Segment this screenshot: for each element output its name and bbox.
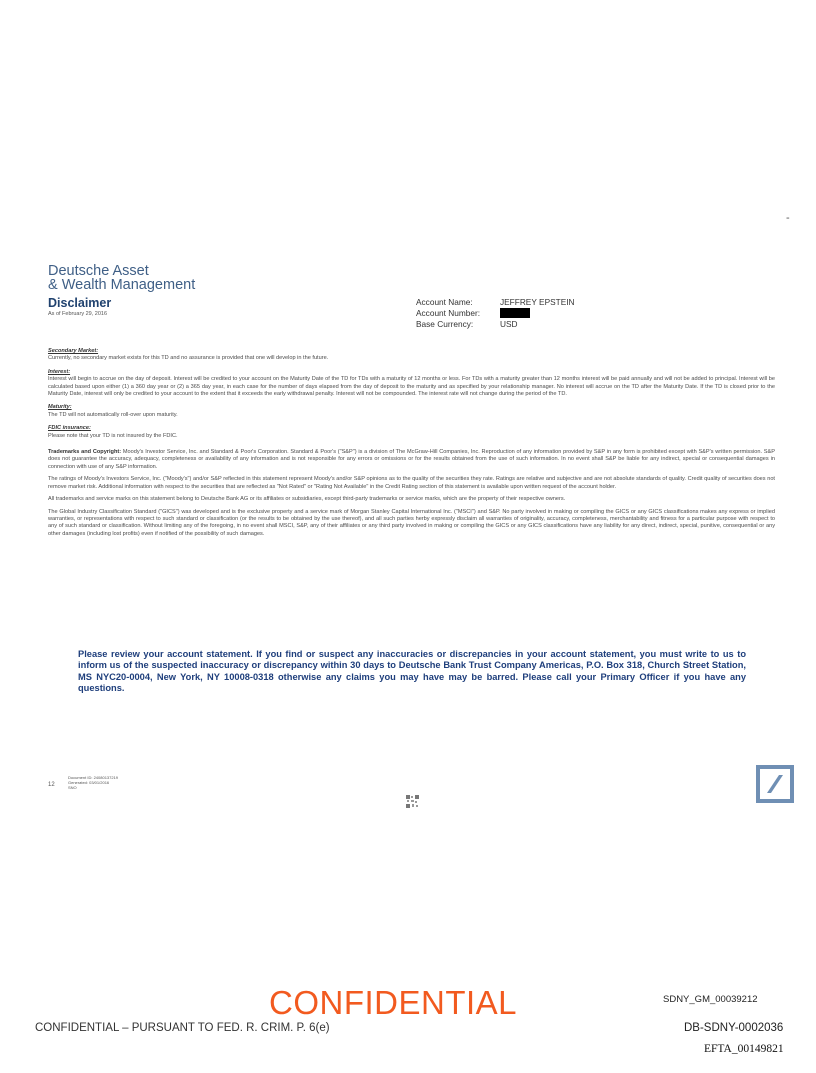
base-currency-label: Base Currency: — [416, 319, 474, 329]
ratings-paragraph: The ratings of Moody's Investors Service, Inc. ("Moody's") and/or S&P reflected in this statement represent Moody's and/or S&P opinions as to the quality of the securities they rate. Ratings are relative and subjective and are not absolute standards of quality. Credit quality of securities does not remove market risk. Additional information with respect to the securities that are reflected as "Not Rated" or "Rating Not Available" in the Credit Rating section of this statement is available upon written request of the account holder. — [48, 476, 775, 490]
document-id: Document ID: 24080137219 — [68, 775, 119, 780]
account-info — [416, 297, 575, 330]
brand-line-1: Deutsche Asset — [48, 263, 149, 279]
review-notice: Please review your account statement. If you find or suspect any inaccuracies or discrepancies in your account statement, you must write to us to inform us of the suspected inaccuracy or discrepancy within 30 days to Deutsche Bank Trust Company Americas, P.O. Box 318, Church Street Station, MS NYC20-0004, New York, NY 10008-0318 otherwise any claims you may have may be barred. Please call your Primary Officer if you have any questions. — [78, 649, 746, 694]
section-text: Please note that your TD is not insured by the FDIC. — [48, 432, 178, 439]
trademarks-paragraph — [48, 449, 775, 471]
bates-number-db: DB-SDNY-0002036 — [684, 1022, 784, 1034]
account-name-row — [416, 297, 575, 308]
document-meta — [68, 775, 118, 790]
qr-code-icon — [406, 795, 419, 808]
account-number-row — [416, 308, 575, 319]
page-title: Disclaimer — [48, 296, 112, 310]
disclaimer-body — [48, 348, 775, 543]
confidential-notice-line: CONFIDENTIAL – PURSUANT TO FED. R. CRIM. P. 6(e) — [35, 1022, 330, 1034]
section-heading: Interest: — [48, 368, 71, 375]
account-name-label: Account Name: — [416, 297, 473, 307]
trademarks-text: Moody's Investor Service, Inc. and Standard & Poor's Corporation. Standard & Poor's ("S&P") is a division of The McGraw-Hill Companies, Inc. Reproduction of any information provided by S&P in any form is prohibited except with S&P's written permission. S&P does not guarantee the accuracy, adequacy, completeness or availability of any information and is not responsible for any errors or omissions or for the results obtained from the use of such information. In no event shall S&P be liable for any indirect, special or consequential damages in connection with use of any S&P information. — [48, 449, 775, 470]
section-text: Currently, no secondary market exists for this TD and no assurance is provided that one will develop in the future. — [48, 355, 329, 362]
stray-mark: - — [786, 212, 790, 224]
redaction-box — [500, 308, 530, 318]
section-maturity — [48, 404, 775, 419]
section-interest — [48, 369, 775, 399]
gics-paragraph: The Global Industry Classification Standard ("GICS") was developed and is the exclusive property and a service mark of Morgan Stanley Capital International Inc. ("MSCI") and S&P. No party involved in making or compiling the GICS or any GICS classifications makes any express or implied warranties, or representations with respect to such standard or classification (or the results to be obtained by the use thereof), and all such parties herby expressly disclaim all warranties of originality, accuracy, completeness, merchantability and fitness for a particular purpose with respect to any of such standard or classification. Without limiting any of the foregoing, in no event shall MSCI, S&P, any of their affiliates or any third party involved in making or compiling the GICS or any GICS classifications have any liability for any direct, indirect, special, punitive, consequential or any other damages (including lost profits) even if notified of the possibility of such damages. — [48, 508, 775, 537]
page-number: 12 — [48, 782, 55, 788]
generated-date: Generated: 03/01/2016 — [68, 780, 110, 785]
base-currency-row — [416, 319, 575, 330]
document-code: SNO — [68, 785, 77, 790]
account-name-value: JEFFREY EPSTEIN — [500, 297, 575, 307]
as-of-date: As of February 29, 2016 — [48, 311, 108, 317]
confidential-stamp: CONFIDENTIAL — [269, 984, 518, 1021]
bates-number-gm: SDNY_GM_00039212 — [663, 994, 758, 1005]
trademark-ownership-paragraph: All trademarks and service marks on this statement belong to Deutsche Bank AG or its affiliates or subsidiaries, except third-party trademarks or service marks, which are the property of their respective owners. — [48, 496, 566, 503]
account-number-label: Account Number: — [416, 308, 481, 318]
base-currency-value: USD — [500, 319, 518, 329]
section-heading: FDIC insurance: — [48, 425, 91, 432]
section-fdic — [48, 425, 775, 440]
deutsche-bank-logo-icon — [756, 765, 794, 803]
section-text: Interest will begin to accrue on the day of deposit. Interest will be credited to your account on the Maturity Date of the TD for TDs with a maturity of 12 months or less. For TDs with a maturity greater than 12 months interest will be paid annually and will not be added to principal. Interest will be calculated based upon either (1) a 360 day year or (2) a 365 day year, in each case for the number of days elapsed from the day of deposit to the maturity and as specified by your relationship manager. No interest will accrue on the TD after the Maturity Date. If the TD is closed prior to the Maturity Date, interest will only be credited to your account to the extent that it exceeds the early withdrawal penalty. Interest will not be compounded. The interest rate will not change during the period of the TD. — [48, 376, 775, 398]
section-heading: Secondary Market: — [48, 348, 99, 354]
efta-number: EFTA_00149821 — [704, 1043, 784, 1055]
brand-line-2: & Wealth Management — [48, 277, 196, 293]
section-secondary-market — [48, 348, 775, 363]
section-heading: Maturity: — [48, 404, 72, 411]
section-text: The TD will not automatically roll-over upon maturity. — [48, 411, 178, 418]
trademarks-heading: Trademarks and Copyright: — [48, 449, 122, 456]
brand-name — [48, 264, 195, 292]
